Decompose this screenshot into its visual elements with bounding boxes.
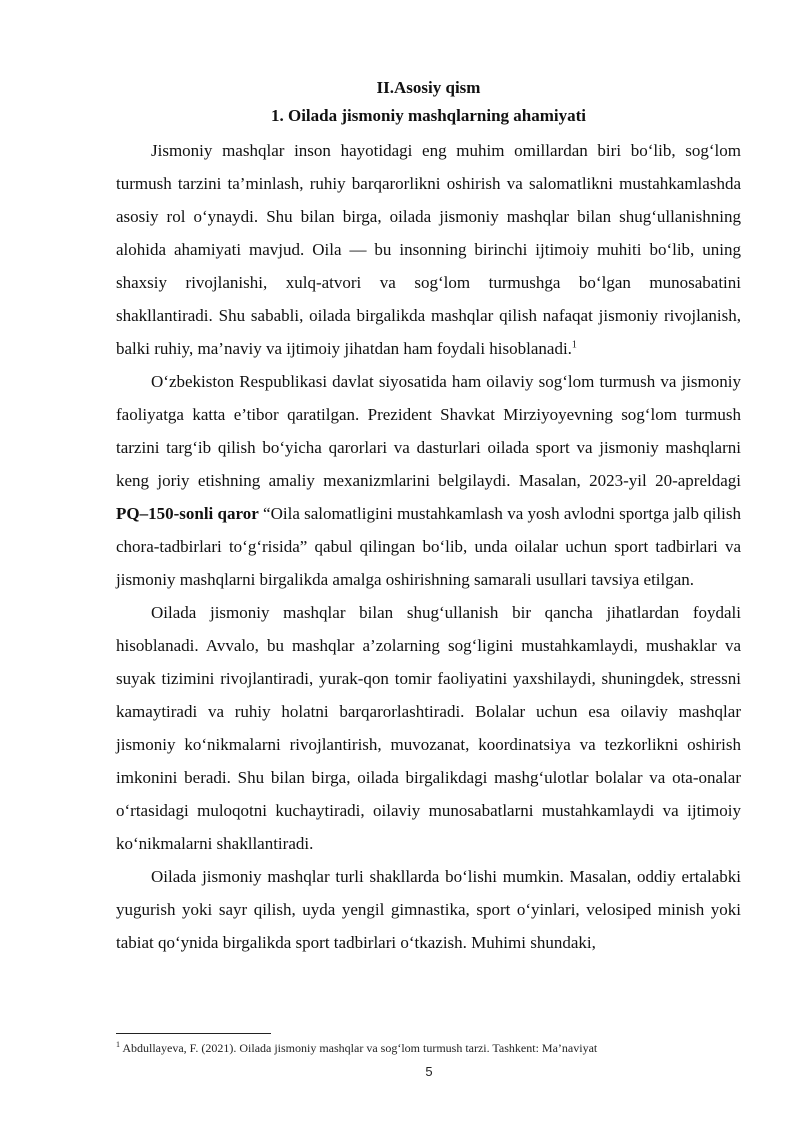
footnote-mark: 1	[116, 1040, 120, 1049]
footnote	[116, 1040, 741, 1056]
footnote-text: Abdullayeva, F. (2021). Oilada jismoniy mashqlar va sog‘lom turmush tarzi. Tashkent: Ma’naviyat	[120, 1041, 598, 1055]
paragraph-2-text-after: “Oila salomatligini mustahkamlash va yosh avlodni sportga jalb qilish chora-tadbirlari to‘g‘risida” qabul qilingan bo‘lib, unda oilalar uchun sport tadbirlari va jismoniy mashqlarni birgalikda amalga oshirishning samarali usullari tavsiya etilgan.	[116, 504, 741, 589]
section-title: II.Asosiy qism	[376, 78, 481, 97]
page-number: 5	[425, 1064, 433, 1079]
paragraph-2-text-before: O‘zbekiston Respublikasi davlat siyosatida ham oilaviy sog‘lom turmush va jismoniy faoliyatga katta e’tibor qaratilgan. Prezident Shavkat Mirziyoyevning sog‘lom turmush tarzini targ‘ib qilish bo‘yicha qarorlari va dasturlari oilada sport va jismoniy mashqlarni keng joriy etishning amaliy mexanizmlarini belgilaydi. Masalan, 2023-yil 20-apreldagi	[116, 372, 741, 490]
paragraph-1	[116, 134, 741, 365]
paragraph-2	[116, 365, 741, 596]
paragraph-1-text: Jismoniy mashqlar inson hayotidagi eng muhim omillardan biri bo‘lib, sog‘lom turmush tarzini ta’minlash, ruhiy barqarorlikni oshirish va salomatlikni mustahkamlashda asosiy rol o‘ynaydi. Shu bilan birga, oilada jismoniy mashqlar bilan shug‘ullanishning alohida ahamiyati mavjud. Oila — bu insonning birinchi ijtimoiy muhiti bo‘lib, uning shaxsiy rivojlanishi, xulq-atvori va sog‘lom turmushga bo‘lgan munosabatini shakllantiradi. Shu sababli, oilada birgalikda mashqlar qilish nafaqat jismoniy rivojlanish, balki ruhiy, ma’naviy va ijtimoiy jihatdan ham foydali hisoblanadi.	[116, 141, 741, 358]
subsection-title: 1. Oilada jismoniy mashqlarning ahamiyati	[270, 106, 587, 125]
decree-reference: PQ–150-sonli qaror	[116, 504, 259, 523]
paragraph-4: Oilada jismoniy mashqlar turli shakllarda bo‘lishi mumkin. Masalan, oddiy ertalabki yugurish yoki sayr qilish, uyda yengil gimnastika, sport o‘yinlari, velosiped minish yoki tabiat qo‘ynida birgalikda sport tadbirlari o‘tkazish. Muhimi shundaki,	[116, 867, 741, 952]
paragraph-3: Oilada jismoniy mashqlar bilan shug‘ullanish bir qancha jihatlardan foydali hisoblanadi. Avvalo, bu mashqlar a’zolarning sog‘ligini mustahkamlaydi, mushaklar va suyak tizimini rivojlantiradi, yurak-qon tomir faoliyatini yaxshilaydi, shuningdek, stressni kamaytiradi va ruhiy holatni barqarorlashtiradi. Bolalar uchun esa oilaviy mashqlar jismoniy ko‘nikmalarni rivojlantirish, muvozanat, koordinatsiya va tezkorlikni oshirish imkonini beradi. Shu bilan birga, oilada birgalikdagi mashg‘ulotlar bolalar va ota-onalar o‘rtasidagi muloqotni kuchaytiradi, oilaviy munosabatlarni mustahkamlaydi va ijtimoiy ko‘nikmalarni shakllantiradi.	[116, 603, 741, 853]
footnote-separator	[116, 1033, 271, 1034]
document-page	[116, 76, 741, 959]
footnote-reference[interactable]: 1	[571, 339, 577, 351]
